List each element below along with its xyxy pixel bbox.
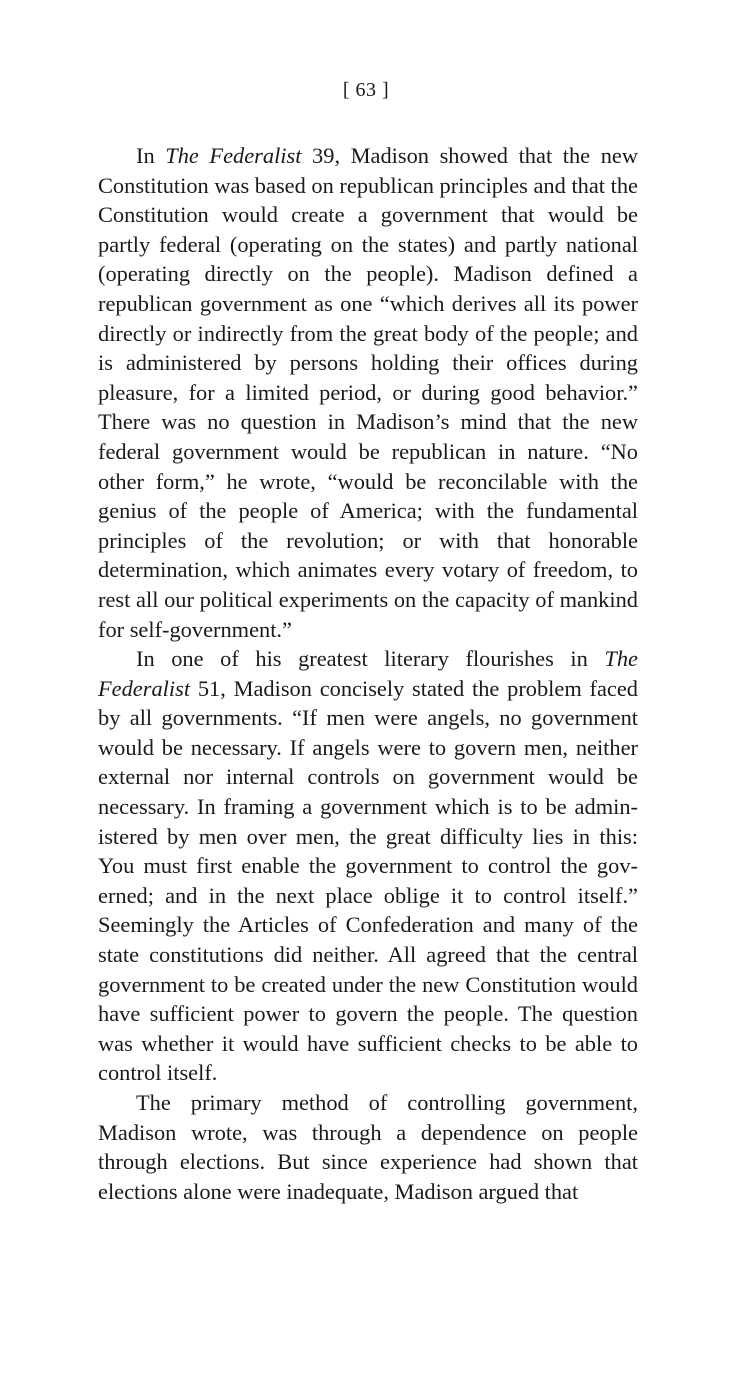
paragraph-2-text: In one of his greatest literary flourishes in (136, 646, 605, 672)
paragraph-1-text: In (136, 143, 166, 168)
paragraph-2 (98, 644, 638, 1088)
book-title: The Federalist (165, 143, 302, 168)
paragraph-1-text: 39, Madison showed that the new Constitution was based on republican principles and that the Constitution would create a government that would be partly federal (operating on the states) and partly national (operating directly on the people). Madison defined a republican government as one “which derives all its power directly or indirectly from the great body of the people; and is administered by persons holding their offices during pleasure, for a limited period, or during good behavior.” There was no question in Madison’s mind that the new federal government would be republican in nature. “No other form,” he wrote, “would be reconcilable with the genius of the people of America; with the fundamental principles of the revolution; or with that honorable determination, which animates every votary of freedom, to rest all our political experiments on the capacity of mankind for self-government.” (98, 143, 639, 642)
paragraph-1 (98, 141, 638, 644)
paragraph-3-text: The primary method of controlling government, Madison wrote, was through a dependence on people through elections. But since experience had shown that elections alone were inadequate, Madison argued that (98, 1090, 638, 1204)
paragraph-2-text: 51, Madison concisely stated the problem faced by all governments. “If men were angels, no government would be necessary. If angels were to govern men, neither external nor internal controls on government would be necessary. In framing a government which is to be administered by men over men, the great difficulty lies in this: You must first enable the government to control the governed; and in the next place oblige it to control itself.” Seemingly the Articles of Confederation and many of the state constitutions did neither. All agreed that the central government to be created under the new Constitution would have sufficient power to govern the people. The question was whether it would have sufficient checks to be able to control itself. (98, 675, 638, 1086)
paragraph-3 (98, 1088, 638, 1206)
page-number: [ 63 ] (342, 79, 390, 101)
book-title: The Federalist (98, 646, 638, 701)
body-text (98, 141, 638, 1206)
